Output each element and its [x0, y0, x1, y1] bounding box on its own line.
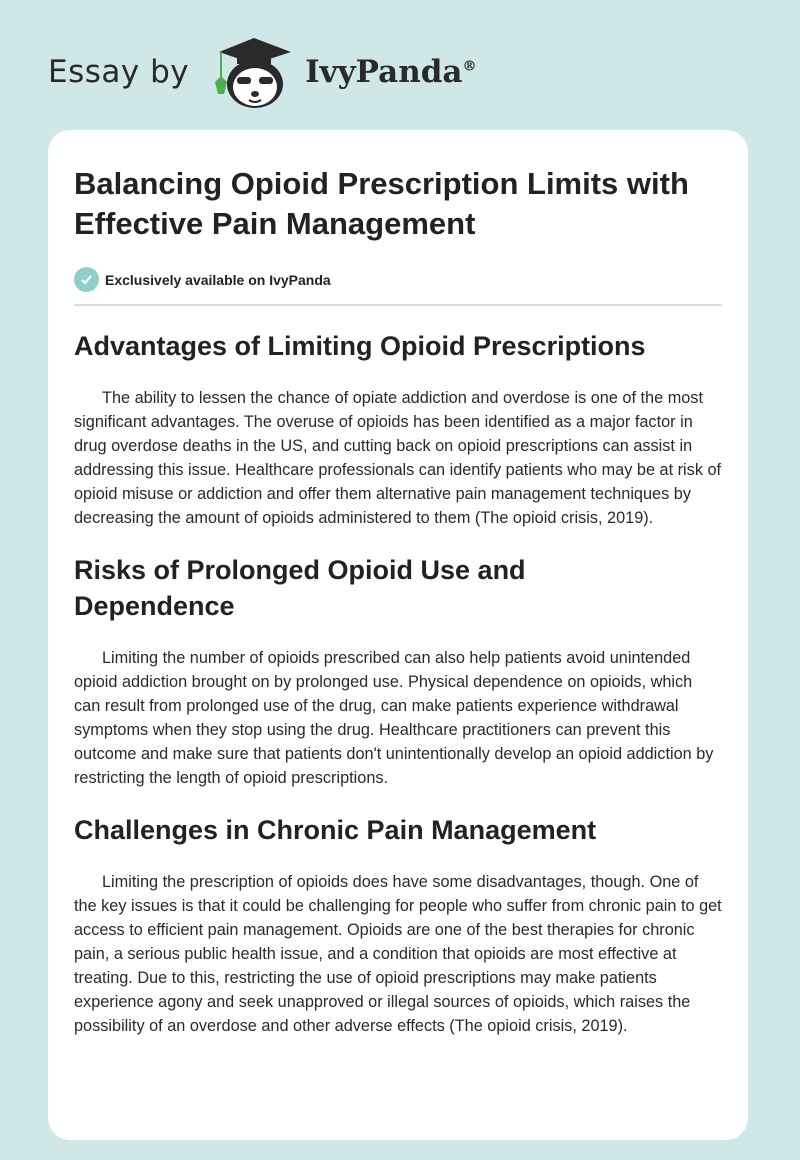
panda-logo-icon[interactable]: [209, 32, 299, 112]
divider: [74, 304, 722, 306]
registered-mark: ®: [462, 58, 477, 75]
essay-title: Balancing Opioid Prescription Limits with Effective Pain Management: [74, 166, 689, 241]
exclusive-badge: [74, 267, 722, 292]
essay-card: [48, 130, 748, 1140]
check-icon: [74, 267, 99, 292]
section-heading: Advantages of Limiting Opioid Prescriptions: [74, 331, 646, 361]
brand-name[interactable]: [305, 54, 476, 90]
brand-text: IvyPanda: [305, 54, 463, 90]
site-header: [48, 32, 477, 112]
section-heading: Risks of Prolonged Opioid Use and Dependence: [74, 555, 526, 621]
section-paragraph: Limiting the prescription of opioids does have some disadvantages, though. One of the key issues is that it could be challenging for people who suffer from chronic pain to get access to efficient pain management. Opioids are one of the best therapies for chronic pain, a serious public health issue, and a condition that opioids are most effective at treating. Due to this, restricting the use of opioid prescriptions may make patients experience agony and seek unapproved or illegal sources of opioids, which raises the possibility of an overdose and other adverse effects (The opioid crisis, 2019).: [74, 873, 722, 1035]
section-heading: Challenges in Chronic Pain Management: [74, 815, 597, 845]
badge-text: Exclusively available on IvyPanda: [105, 271, 331, 288]
essay-by-label: Essay by: [48, 54, 190, 90]
section-paragraph: The ability to lessen the chance of opiate addiction and overdose is one of the most significant advantages. The overuse of opioids has been identified as a major factor in drug overdose deaths in the US, and cutting back on opioid prescriptions can assist in addressing this issue. Healthcare professionals can identify patients who may be at risk of opioid misuse or addiction and offer them alternative pain management techniques by decreasing the amount of opioids administered to them (The opioid crisis, 2019).: [74, 389, 722, 527]
section-paragraph: Limiting the number of opioids prescribed can also help patients avoid unintended opioid addiction brought on by prolonged use. Physical dependence on opioids, which can result from prolonged use of the drug, can make patients experience withdrawal symptoms when they stop using the drug. Healthcare practitioners can prevent this outcome and make sure that patients don't unintentionally develop an opioid addiction by restricting the length of opioid prescriptions.: [74, 649, 714, 787]
